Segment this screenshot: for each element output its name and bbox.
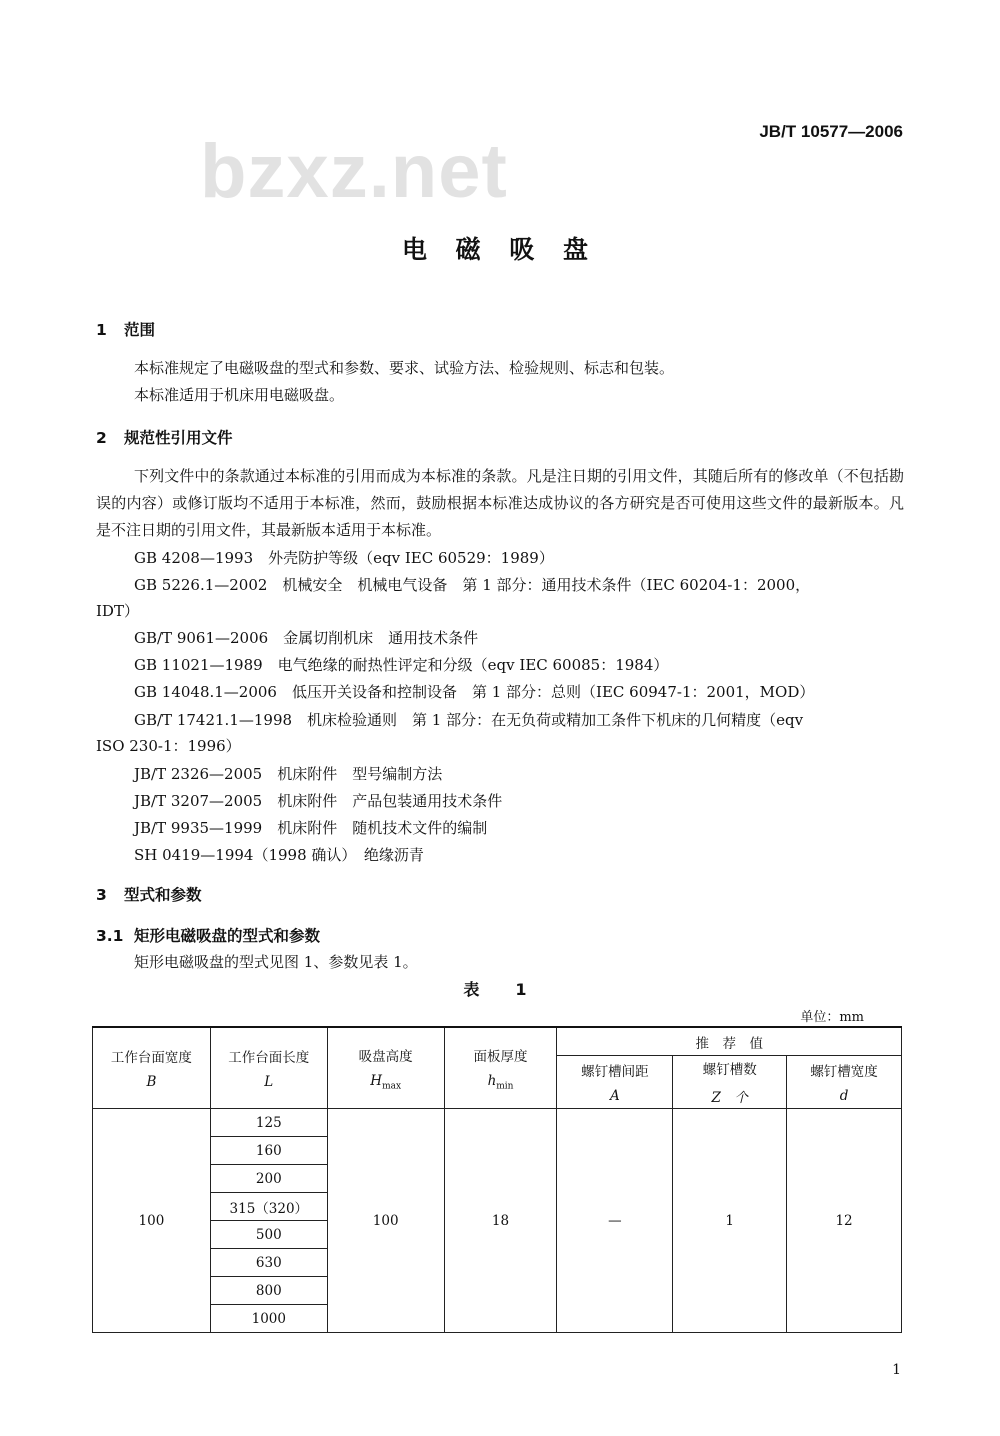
reference-item: JB/T 2326—2005 机床附件 型号编制方法 xyxy=(134,765,443,783)
section-2-heading xyxy=(96,426,233,448)
section-1-title: 范围 xyxy=(124,321,156,339)
cell-slots: 1 xyxy=(673,1109,787,1333)
section-2-title: 规范性引用文件 xyxy=(124,429,233,447)
header-spacing-symbol: A xyxy=(609,1088,620,1104)
cell-length: 500 xyxy=(210,1221,327,1249)
header-slots-symbol: Z 个 xyxy=(711,1090,748,1106)
header-thickness-symbol: $h_{min}$ xyxy=(487,1072,514,1092)
cell-slot-width: 12 xyxy=(787,1109,902,1333)
header-width xyxy=(93,1027,211,1109)
section-3-1-heading xyxy=(96,924,320,946)
cell-length: 125 xyxy=(210,1109,327,1137)
section-1-heading xyxy=(96,318,155,340)
reference-item: GB/T 9061—2006 金属切削机床 通用技术条件 xyxy=(134,629,479,647)
header-height xyxy=(327,1027,444,1109)
section-2-number: 2 xyxy=(96,429,107,447)
reference-item-continuation: ISO 230-1：1996） xyxy=(96,737,241,755)
reference-item: JB/T 9935—1999 机床附件 随机技术文件的编制 xyxy=(134,819,488,837)
section-1-line-1: 本标准规定了电磁吸盘的型式和参数、要求、试验方法、检验规则、标志和包装。 xyxy=(134,359,675,377)
header-length-symbol: L xyxy=(264,1074,274,1090)
header-slots xyxy=(673,1056,787,1109)
cell-length: 315（320） xyxy=(210,1193,327,1221)
reference-item: GB 5226.1—2002 机械安全 机械电气设备 第 1 部分：通用技术条件（IEC 60204-1：2000， xyxy=(134,576,811,594)
reference-item: GB/T 17421.1—1998 机床检验通则 第 1 部分：在无负荷或精加工条件下机床的几何精度（eqv xyxy=(134,711,804,729)
cell-length: 1000 xyxy=(210,1305,327,1333)
header-slot-width-symbol: d xyxy=(839,1088,849,1104)
reference-item: JB/T 3207—2005 机床附件 产品包装通用技术条件 xyxy=(134,792,503,810)
cell-height: 100 xyxy=(327,1109,444,1333)
section-2-intro: 下列文件中的条款通过本标准的引用而成为本标准的条款。凡是注日期的引用文件，其随后所有的修改单（不包括勘误的内容）或修订版均不适用于本标准，然而，鼓励根据本标准达成协议的各方研究是否可使用这些文件的最新版本。凡是不注日期的引用文件，其最新版本适用于本标准。 xyxy=(96,467,904,539)
cell-length: 160 xyxy=(210,1137,327,1165)
header-height-symbol: $H_{max}$ xyxy=(370,1072,402,1092)
section-3-number: 3 xyxy=(96,886,107,904)
watermark: bzxz.net xyxy=(200,129,508,214)
section-3-1-text: 矩形电磁吸盘的型式见图 1、参数见表 1。 xyxy=(134,953,418,971)
cell-width: 100 xyxy=(93,1109,211,1333)
header-slot-width-label: 螺钉槽宽度 xyxy=(810,1064,878,1080)
page-number: 1 xyxy=(892,1362,901,1378)
header-length xyxy=(210,1027,327,1109)
parameter-table xyxy=(92,1026,902,1333)
section-3-1-title: 矩形电磁吸盘的型式和参数 xyxy=(134,927,321,945)
header-spacing xyxy=(557,1056,673,1109)
section-1-line-2: 本标准适用于机床用电磁吸盘。 xyxy=(134,386,345,404)
reference-item-continuation: IDT） xyxy=(96,602,139,620)
section-3-heading xyxy=(96,883,202,905)
header-slots-label: 螺钉槽数 xyxy=(702,1062,757,1078)
header-slot-width xyxy=(787,1056,902,1109)
section-3-1-number: 3.1 xyxy=(96,927,124,945)
reference-item: GB 4208—1993 外壳防护等级（eqv IEC 60529：1989） xyxy=(134,549,554,567)
header-thickness xyxy=(444,1027,557,1109)
header-width-label: 工作台面宽度 xyxy=(110,1050,192,1066)
header-height-label: 吸盘高度 xyxy=(358,1048,413,1065)
standard-code: JB/T 10577—2006 xyxy=(759,122,903,141)
header-thickness-label: 面板厚度 xyxy=(473,1048,528,1065)
section-1-number: 1 xyxy=(96,321,107,339)
table-title: 表 1 xyxy=(463,980,537,999)
cell-length: 200 xyxy=(210,1165,327,1193)
cell-length: 800 xyxy=(210,1277,327,1305)
header-recommended: 推 荐 值 xyxy=(557,1027,902,1056)
page-title: 电 磁 吸 盘 xyxy=(401,235,599,264)
reference-item: SH 0419—1994（1998 确认） 绝缘沥青 xyxy=(134,846,424,864)
reference-item: GB 11021—1989 电气绝缘的耐热性评定和分级（eqv IEC 60085：1984） xyxy=(134,656,669,674)
header-spacing-label: 螺钉槽间距 xyxy=(581,1064,649,1080)
table-unit: 单位：mm xyxy=(800,1010,864,1025)
reference-item: GB 14048.1—2006 低压开关设备和控制设备 第 1 部分：总则（IEC 60947-1：2001，MOD） xyxy=(134,683,815,701)
header-width-symbol: B xyxy=(146,1074,157,1090)
section-3-title: 型式和参数 xyxy=(124,886,202,904)
cell-length: 630 xyxy=(210,1249,327,1277)
header-length-label: 工作台面长度 xyxy=(228,1050,310,1066)
cell-thickness: 18 xyxy=(444,1109,557,1333)
cell-spacing: — xyxy=(557,1109,673,1333)
